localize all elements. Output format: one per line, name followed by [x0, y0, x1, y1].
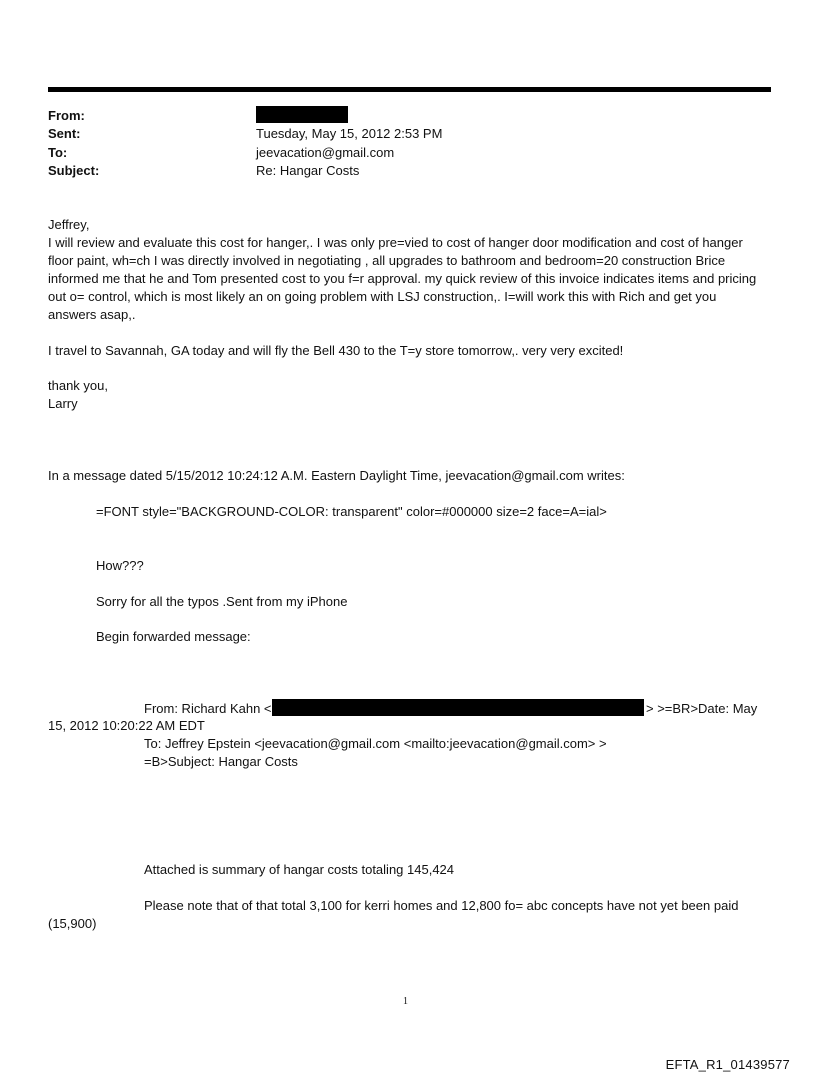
reply-paragraph: I will review and evaluate this cost for hanger,. I was only pre=vied to cost of hanger door modification and cost of hanger floor paint, wh=ch I was directly involved in negotiating , all upgrades to bathroom and bedroom=20 construction Brice informed me that he and Tom presented cost to you f=r approval. my quick review of this invoice indicates items and pricing out o= control, which is most likely an on going problem with LSJ construction,. I=will work this with Rich and get you answers asap,. — [48, 235, 757, 322]
typos-line: Sorry for all the typos .Sent from my iPhone — [96, 594, 348, 609]
fwd-from-suffix: > >=BR>Date: May — [646, 701, 758, 716]
fwd-from-prefix: From: Richard Kahn < — [144, 701, 272, 716]
travel-line: I travel to Savannah, GA today and will fly the Bell 430 to the T=y store tomorrow,. very very excited! — [48, 343, 624, 358]
sent-value: Tuesday, May 15, 2012 2:53 PM — [256, 126, 443, 141]
how-line: How??? — [96, 558, 144, 573]
subject-value: Re: Hangar Costs — [256, 163, 360, 178]
redacted-sender — [256, 106, 348, 123]
closing: thank you, — [48, 378, 108, 393]
note-continued: (15,900) — [48, 916, 97, 931]
font-tag-line: =FONT style="BACKGROUND-COLOR: transparent" color=#000000 size=2 face=A=ial> — [96, 504, 607, 519]
sent-label: Sent: — [48, 126, 81, 141]
begin-forwarded-line: Begin forwarded message: — [96, 629, 251, 644]
attached-line: Attached is summary of hangar costs totaling 145,424 — [144, 862, 455, 877]
fwd-to-line: To: Jeffrey Epstein <jeevacation@gmail.com <mailto:jeevacation@gmail.com> > — [144, 736, 607, 751]
from-label: From: — [48, 108, 85, 123]
signature: Larry — [48, 396, 78, 411]
to-value: jeevacation@gmail.com — [256, 145, 395, 160]
quoted-intro: In a message dated 5/15/2012 10:24:12 A.M. Eastern Daylight Time, jeevacation@gmail.com writes: — [48, 468, 625, 483]
header-divider — [48, 87, 771, 92]
greeting: Jeffrey, — [48, 217, 90, 232]
page-number: 1 — [403, 996, 408, 1007]
subject-label: Subject: — [48, 163, 100, 178]
fwd-date-continued: 15, 2012 10:20:22 AM EDT — [48, 718, 205, 733]
note-line: Please note that of that total 3,100 for kerri homes and 12,800 fo= abc concepts have not yet been paid — [144, 898, 739, 913]
fwd-subject-line: =B>Subject: Hangar Costs — [144, 754, 298, 769]
document-id: EFTA_R1_01439577 — [665, 1057, 790, 1072]
to-label: To: — [48, 145, 68, 160]
redacted-email — [272, 699, 644, 716]
